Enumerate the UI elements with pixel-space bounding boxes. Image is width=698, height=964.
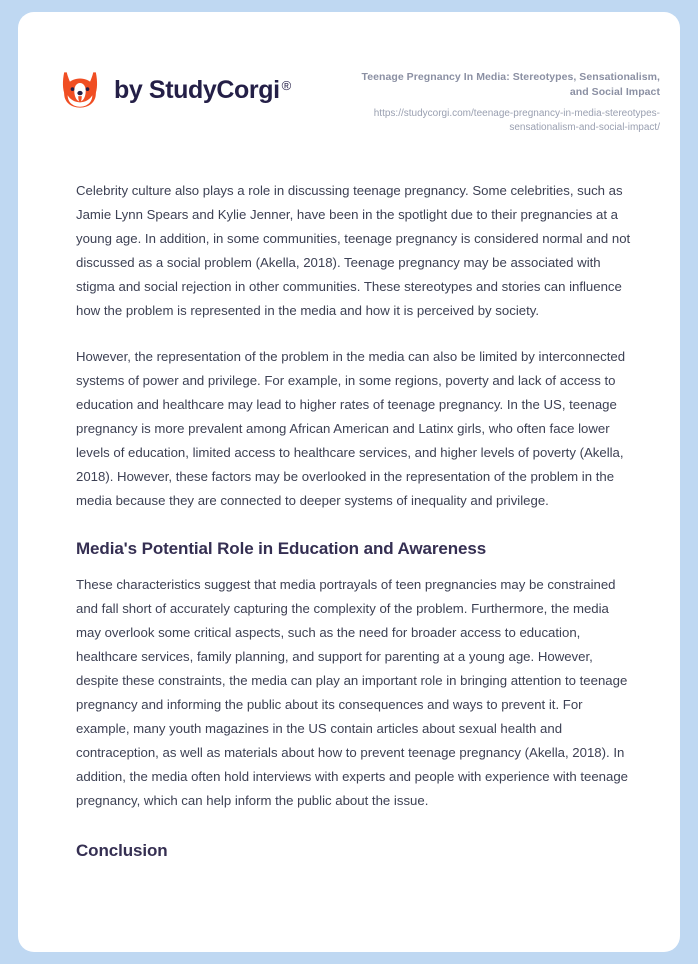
paragraph-3: These characteristics suggest that media portrayals of teen pregnancies may be constrained and fall short of accurately capturing the complexity of the problem. Furthermore, the media may overlook some critical aspects, such as the need for broader access to education, healthcare services, family planning, and support for parenting at a young age. However, despite these constraints, the media can play an important role in bringing attention to teenage pregnancy and informing the public about its consequences and ways to prevent it. For example, many youth magazines in the US contain articles about sexual health and contraception, as well as materials about how to prevent teenage pregnancy (Akella, 2018). In addition, the media often hold interviews with experts and people with experience with teenage pregnancy, which can help inform the public about the issue. bbox=[76, 577, 629, 809]
document-title: Teenage Pregnancy In Media: Stereotypes, Sensationalism, and Social Impact bbox=[361, 71, 660, 98]
brand-wordmark bbox=[114, 75, 292, 104]
header-meta-block bbox=[360, 60, 660, 135]
section-heading-conclusion: Conclusion bbox=[76, 841, 168, 861]
brand-name-text: by StudyCorgi bbox=[114, 75, 280, 104]
registered-trademark-icon: ® bbox=[281, 77, 292, 93]
paragraph-1: Celebrity culture also plays a role in discussing teenage pregnancy. Some celebrities, such as Jamie Lynn Spears and Kylie Jenner, have been in the spotlight due to their pregnancies at a young age. In addition, in some communities, teenage pregnancy is considered normal and not discussed as a social problem (Akella, 2018). Teenage pregnancy may be associated with stigma and social rejection in other communities. These stereotypes and stories can influence how the problem is represented in the media and how it is perceived by society. bbox=[76, 183, 631, 319]
brand-logo-block[interactable] bbox=[58, 60, 291, 112]
document-header bbox=[18, 12, 680, 135]
corgi-face-icon bbox=[58, 68, 102, 112]
document-body bbox=[18, 179, 680, 861]
section-heading-media-role: Media's Potential Role in Education and Awareness bbox=[76, 539, 487, 559]
document-page-card bbox=[18, 12, 680, 952]
paragraph-2: However, the representation of the problem in the media can also be limited by interconnected systems of power and privilege. For example, in some regions, poverty and lack of access to education and healthcare may lead to higher rates of teenage pregnancy. In the US, teenage pregnancy is more prevalent among African American and Latinx girls, who often face lower levels of education, limited access to healthcare services, and higher levels of poverty (Akella, 2018). However, these factors may be overlooked in the representation of the problem in the media because they are connected to deeper systems of inequality and privilege. bbox=[76, 349, 626, 509]
document-source-url[interactable]: https://studycorgi.com/teenage-pregnancy-in-media-stereotypes-sensationalism-and-social-impact/ bbox=[373, 107, 660, 133]
